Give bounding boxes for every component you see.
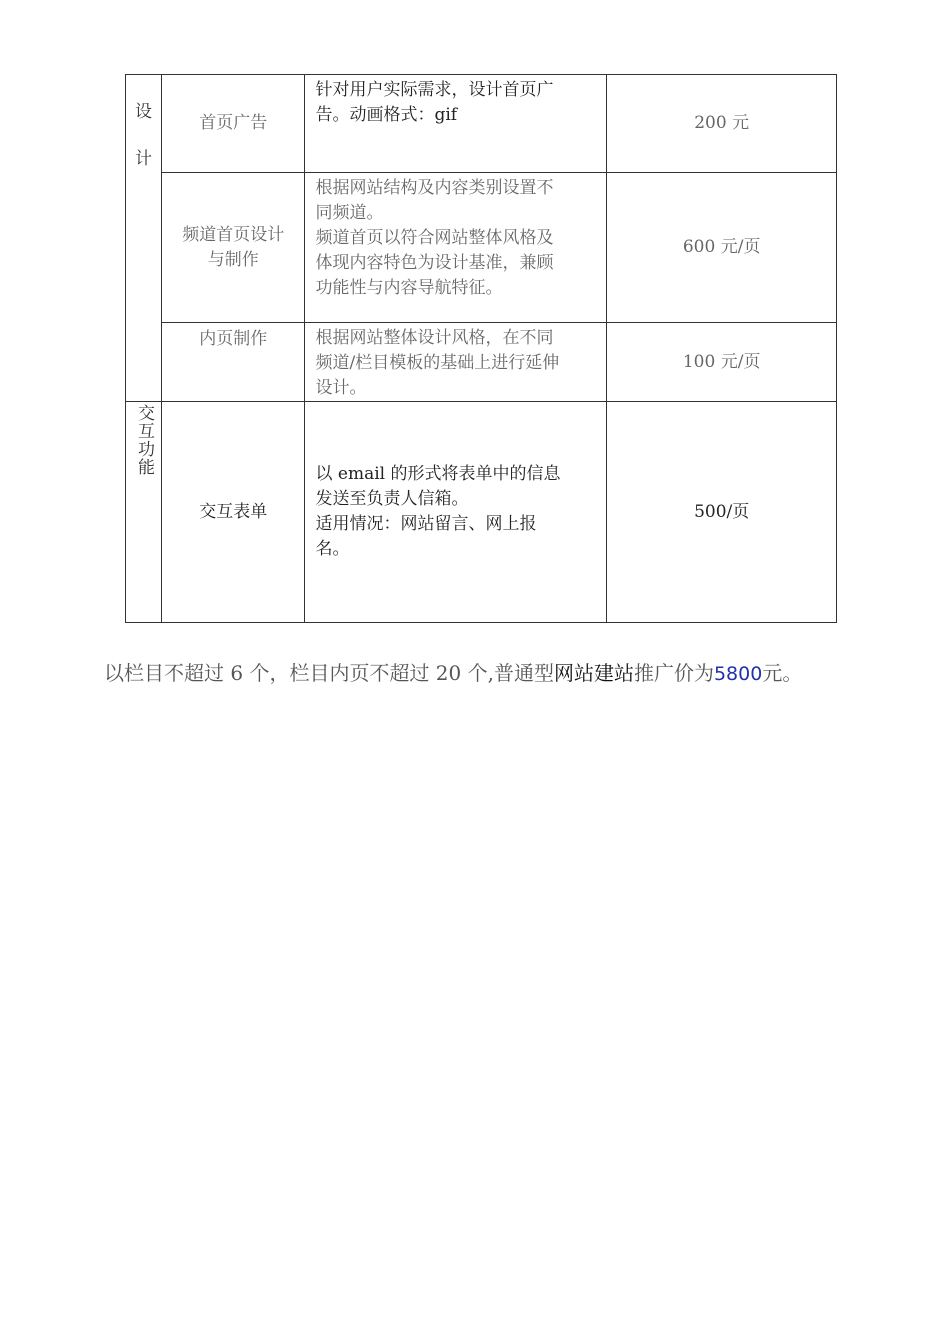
item-inner-page-label: 内页制作 bbox=[199, 329, 268, 349]
desc-line: 功能性与内容导航特征。 bbox=[315, 278, 503, 298]
price-homepage-ad-value: 200 元 bbox=[694, 113, 750, 133]
item-inner-page bbox=[162, 323, 305, 402]
desc-interactive-form bbox=[305, 402, 607, 623]
pricing-summary-part3: 元。 bbox=[762, 661, 803, 685]
desc-line: 频道首页以符合网站整体风格及 bbox=[315, 228, 554, 248]
item-channel-home-line: 与制作 bbox=[207, 249, 259, 270]
pricing-summary bbox=[104, 658, 802, 689]
price-homepage-ad bbox=[607, 75, 837, 173]
desc-line: 告。动画格式：gif bbox=[315, 105, 458, 125]
category-design-char-2: 计 bbox=[135, 149, 153, 169]
price-channel-home-value: 600 元/页 bbox=[682, 237, 761, 257]
desc-line: 适用情况：网站留言、网上报 bbox=[315, 514, 537, 534]
desc-line: 同频道。 bbox=[315, 203, 384, 223]
price-table bbox=[125, 74, 837, 623]
desc-line: 发送至负责人信箱。 bbox=[315, 489, 469, 509]
price-interactive-form-value: 500/页 bbox=[694, 501, 750, 522]
table-row-homepage-ad bbox=[126, 75, 837, 173]
desc-line: 设计。 bbox=[315, 378, 367, 398]
price-interactive-form bbox=[607, 402, 837, 623]
category-design-char-1: 设 bbox=[135, 102, 153, 122]
desc-line: 根据网站结构及内容类别设置不 bbox=[315, 178, 554, 198]
desc-line: 名。 bbox=[315, 539, 350, 559]
desc-homepage-ad bbox=[305, 75, 607, 173]
item-interactive-form-label: 交互表单 bbox=[199, 501, 268, 522]
category-interaction-cell bbox=[126, 402, 162, 623]
desc-line: 以 email 的形式将表单中的信息 bbox=[315, 464, 561, 484]
pricing-summary-part1: 以栏目不超过 6 个，栏目内页不超过 20 个,普通型 bbox=[104, 661, 554, 685]
desc-line: 频道/栏目模板的基础上进行延伸 bbox=[315, 353, 560, 373]
pricing-summary-part2: 推广价为 bbox=[633, 661, 714, 685]
price-inner-page-value: 100 元/页 bbox=[682, 351, 761, 372]
item-channel-home-line: 频道首页设计 bbox=[182, 224, 285, 245]
price-inner-page bbox=[607, 323, 837, 402]
table-row-interactive-form bbox=[126, 402, 837, 623]
pricing-summary-keyword-link[interactable]: 网站建站 bbox=[553, 661, 634, 685]
desc-line: 根据网站整体设计风格，在不同 bbox=[315, 328, 554, 348]
desc-inner-page bbox=[305, 323, 607, 402]
category-interaction-label: 交互功能 bbox=[134, 404, 154, 476]
desc-line: 针对用户实际需求，设计首页广 bbox=[315, 80, 554, 100]
item-channel-home bbox=[162, 173, 305, 323]
item-interactive-form bbox=[162, 402, 305, 623]
item-homepage-ad bbox=[162, 75, 305, 173]
pricing-summary-price: 5800 bbox=[713, 663, 763, 685]
desc-channel-home bbox=[305, 173, 607, 323]
table-row-channel-home bbox=[126, 173, 837, 323]
category-design-cell bbox=[126, 75, 162, 402]
desc-line: 体现内容特色为设计基准，兼顾 bbox=[315, 253, 554, 273]
price-channel-home bbox=[607, 173, 837, 323]
table-row-inner-page bbox=[126, 323, 837, 402]
item-homepage-ad-label: 首页广告 bbox=[199, 113, 268, 133]
